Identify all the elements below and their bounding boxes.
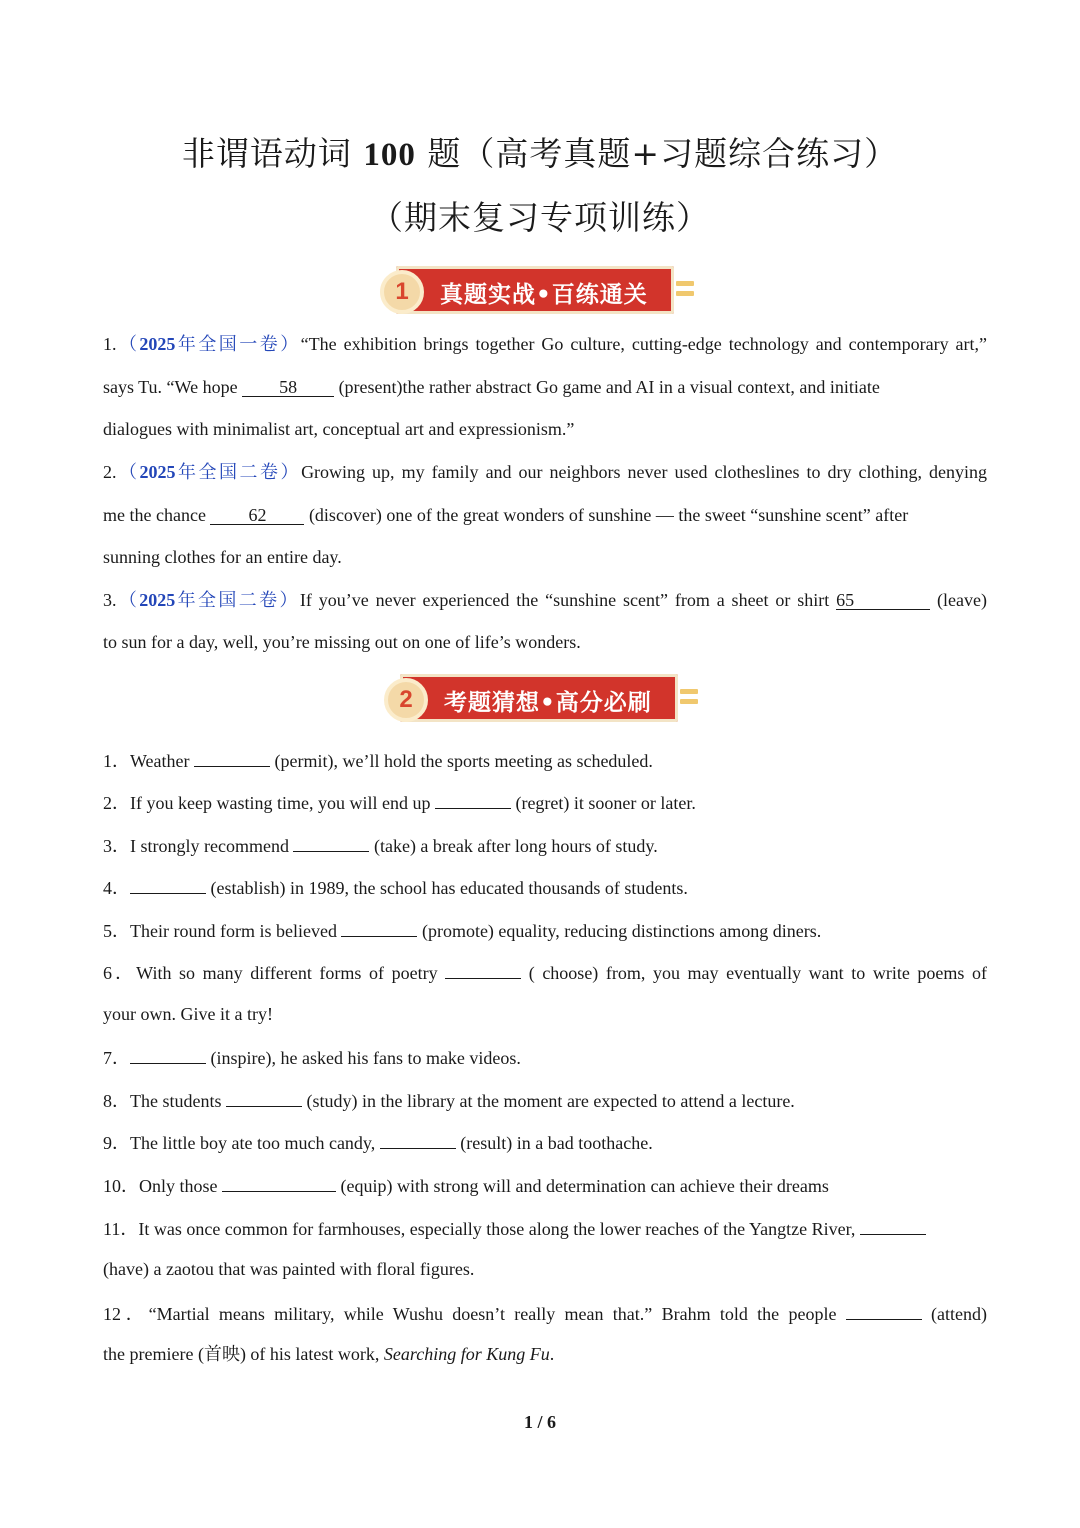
practice-question-6: 6．With so many different forms of poetry ( choose) from, you may eventually want to write poems of	[103, 960, 987, 984]
answer-blank[interactable]	[226, 1088, 302, 1107]
practice-question-8: 8．The students (study) in the library at the moment are expected to attend a lecture.	[103, 1088, 795, 1112]
answer-blank[interactable]	[130, 875, 206, 894]
answer-blank[interactable]	[445, 960, 521, 979]
section-label: 真题实战•百练通关	[440, 282, 648, 308]
practice-question-6-cont: your own. Give it a try!	[103, 1004, 273, 1024]
answer-blank[interactable]	[380, 1130, 456, 1149]
answer-blank[interactable]: 58	[242, 378, 334, 397]
practice-question-5: 5．Their round form is believed (promote) equality, reducing distinctions among diners.	[103, 918, 821, 942]
page-subtitle: （期末复习专项训练）	[370, 198, 710, 237]
practice-question-11-cont: (have) a zaotou that was painted with floral figures.	[103, 1259, 475, 1279]
practice-question-10: 10．Only those (equip) with strong will and determination can achieve their dreams	[103, 1173, 829, 1197]
past-question-2-line2: me the chance 62 (discover) one of the great wonders of sunshine — the sweet “sunshine scent” after	[103, 505, 909, 525]
practice-question-9: 9．The little boy ate too much candy, (result) in a bad toothache.	[103, 1130, 653, 1154]
past-question-1-line3: dialogues with minimalist art, conceptual art and expressionism.”	[103, 419, 575, 439]
section-banner-2	[384, 672, 700, 726]
title-number: 100	[363, 137, 416, 173]
past-question-3-line1: 3.（2025年全国二卷）If you’ve never experienced the “sunshine scent” from a sheet or shirt 65 (leave)	[103, 590, 988, 610]
past-question-1-line1: 1.（2025年全国一卷）“The exhibition brings together Go culture, cutting-edge technology and contemporary art,”	[103, 334, 988, 354]
past-question-2-line3: sunning clothes for an entire day.	[103, 547, 342, 567]
answer-blank[interactable]	[341, 918, 417, 937]
practice-question-3: 3．I strongly recommend (take) a break after long hours of study.	[103, 833, 658, 857]
practice-question-12: 12．“Martial means military, while Wushu doesn’t really mean that.” Brahm told the people (attend)	[103, 1301, 987, 1325]
title-suffix: 题（高考真题+习题综合练习）	[427, 134, 899, 173]
section-label: 考题猜想•高分必刷	[444, 690, 652, 716]
answer-blank[interactable]	[293, 833, 369, 852]
answer-blank[interactable]	[846, 1301, 922, 1320]
answer-blank[interactable]	[194, 748, 270, 767]
practice-question-11: 11．It was once common for farmhouses, especially those along the lower reaches of the Yangtze River,	[103, 1216, 926, 1240]
past-question-3-line2: to sun for a day, well, you’re missing out on one of life’s wonders.	[103, 632, 581, 652]
section-banner-1	[380, 264, 696, 318]
source-tag: （2025年全国二卷）	[116, 590, 300, 610]
page-number: 1 / 6	[523, 1412, 556, 1432]
answer-blank[interactable]	[130, 1045, 206, 1064]
section-number-badge: 2	[384, 678, 428, 722]
source-tag: （2025年全国一卷）	[116, 334, 301, 354]
practice-question-4: 4． (establish) in 1989, the school has educated thousands of students.	[103, 875, 688, 899]
practice-question-12-cont: the premiere (首映) of his latest work, Searching for Kung Fu.	[103, 1344, 555, 1364]
section-number-badge: 1	[380, 270, 424, 314]
source-tag: （2025年全国二卷）	[116, 462, 302, 482]
answer-blank[interactable]	[222, 1173, 336, 1192]
past-question-2-line1: 2.（2025年全国二卷）Growing up, my family and our neighbors never used clotheslines to dry clothing, denying	[103, 462, 988, 482]
practice-question-2: 2．If you keep wasting time, you will end up (regret) it sooner or later.	[103, 790, 696, 814]
page-title	[0, 128, 1080, 175]
answer-blank[interactable]	[860, 1216, 926, 1235]
banner-tail-icon	[674, 278, 696, 308]
answer-blank[interactable]: 62	[210, 506, 304, 525]
practice-question-1: 1．Weather (permit), we’ll hold the sports meeting as scheduled.	[103, 748, 653, 772]
practice-question-7: 7． (inspire), he asked his fans to make videos.	[103, 1045, 521, 1069]
answer-blank[interactable]: 65	[836, 591, 930, 610]
work-title: Searching for Kung Fu	[383, 1344, 550, 1364]
answer-blank[interactable]	[435, 790, 511, 809]
title-prefix: 非谓语动词	[181, 134, 352, 173]
banner-tail-icon	[678, 686, 700, 716]
past-question-1-line2: says Tu. “We hope 58 (present)the rather abstract Go game and AI in a visual context, and initiate	[103, 377, 880, 397]
